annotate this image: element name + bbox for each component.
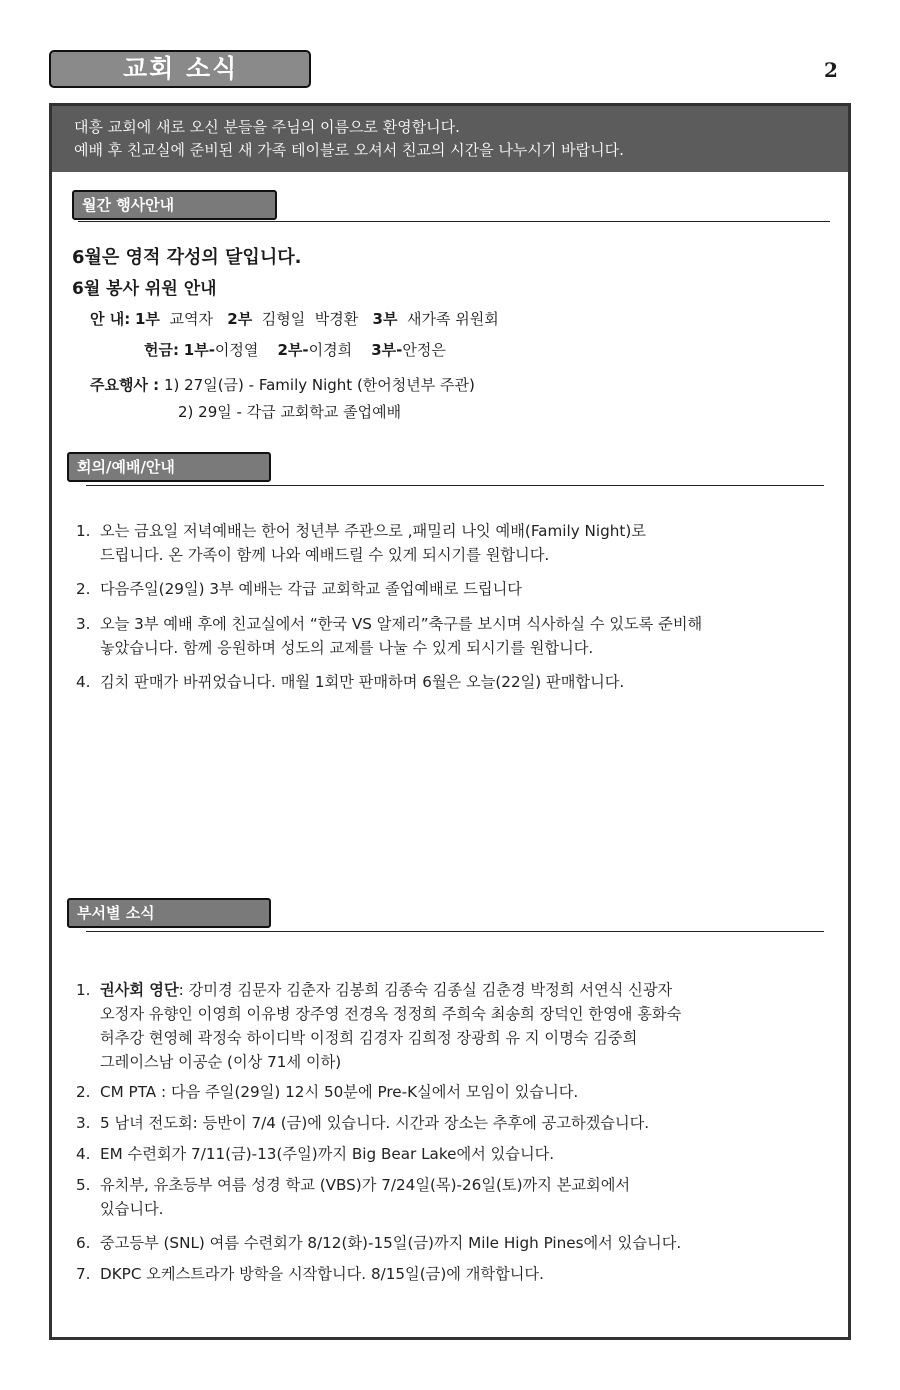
event-1: 1) 27일(금) - Family Night (한어청년부 주관): [163, 376, 475, 394]
section-divider: [86, 485, 824, 486]
guide-names-1: 교역자: [169, 310, 213, 328]
list-item: 2. CM PTA : 다음 주일(29일) 12시 50분에 Pre-K실에서 모임이 있습니다.: [76, 1083, 579, 1101]
section-divider: [86, 931, 824, 932]
list-item: 4. 김치 판매가 바뀌었습니다. 매월 1회만 판매하며 6월은 오늘(22일) 판매합니다.: [76, 673, 625, 691]
departments-list: [76, 978, 846, 1286]
section-tab-departments: 부서별 소식: [67, 898, 271, 928]
welcome-line-1: 대흥 교회에 새로 오신 분들을 주님의 이름으로 환영합니다.: [74, 118, 460, 136]
guide-part-2: 2부: [227, 310, 253, 328]
page-title: 교회 소식: [49, 50, 311, 88]
monthly-headline: 6월은 영적 각성의 달입니다.: [72, 247, 302, 268]
list-item: 3. 5 남녀 전도회: 등반이 7/4 (금)에 있습니다. 시간과 장소는 추후에 공고하겠습니다.: [76, 1114, 650, 1132]
offering-names-3: 안정은: [402, 341, 446, 359]
guide-label: 안 내:: [90, 310, 131, 328]
service-title: 6월 봉사 위원 안내: [72, 279, 217, 299]
list-item: 4. EM 수련회가 7/11(금)-13(주일)까지 Big Bear Lake에서 있습니다.: [76, 1145, 555, 1163]
offering-part-2: 2부-: [277, 341, 309, 359]
offering-names-1: 이정열: [214, 341, 259, 359]
guide-part-3: 3부: [372, 310, 398, 328]
list-item: 6. 중고등부 (SNL) 여름 수련회가 8/12(화)-15일(금)까지 Mile High Pines에서 있습니다.: [76, 1234, 682, 1252]
guide-row: [90, 308, 499, 329]
list-item: 1. 오는 금요일 저녁예배는 한어 청년부 주관으로 ,패밀리 나잇 예배(Family Night)로 드립니다. 온 가족이 함께 나와 예배드릴 수 있게 되시기를 원합니다.: [76, 522, 646, 564]
offering-label: 헌금:: [144, 341, 179, 359]
offering-row: [144, 339, 446, 360]
list-item: 1. 권사회 영단: 강미경 김문자 김춘자 김봉희 김종숙 김종실 김춘경 박정희 서연식 신광자 오정자 유향인 이영희 이유병 장주영 전경옥 정정희 주희숙 최송희 장덕인 한영애 홍화숙 허추강 현영혜 곽정숙 하이디박 이정희 김경자 김희정 장광희 유 지 이명숙 김중희 그레이스남 이공순 (이상 71세 이하): [76, 981, 682, 1071]
events-label: 주요행사 :: [90, 376, 160, 394]
guide-names-3: 새가족 위원회: [407, 310, 499, 328]
events-row: [90, 374, 475, 395]
section-tab-meetings: 회의/예배/안내: [67, 452, 271, 482]
kwonsa-label: 권사회 영단: [100, 981, 179, 999]
offering-names-2: 이경희: [308, 341, 353, 359]
section-tab-monthly: 월간 행사안내: [72, 190, 277, 220]
offering-part-1: 1부-: [183, 341, 215, 359]
list-item: 3. 오늘 3부 예배 후에 친교실에서 “한국 VS 알제리”축구를 보시며 식사하실 수 있도록 준비해 놓았습니다. 함께 응원하며 성도의 교제를 나눌 수 있게 되시기를 원합니다.: [76, 615, 703, 657]
offering-part-3: 3부-: [371, 341, 403, 359]
list-item: 7. DKPC 오케스트라가 방학을 시작합니다. 8/15일(금)에 개학합니다.: [76, 1265, 544, 1283]
guide-names-2: 김형일 박경환: [261, 310, 359, 328]
event-2: 2) 29일 - 각급 교회학교 졸업예배: [178, 403, 402, 421]
section-divider: [78, 221, 830, 222]
list-item: 2. 다음주일(29일) 3부 예배는 각급 교회학교 졸업예배로 드립니다: [76, 580, 522, 598]
meetings-list: [76, 519, 846, 694]
page-number: 2: [824, 58, 838, 82]
welcome-line-2: 예배 후 친교실에 준비된 새 가족 테이블로 오셔서 친교의 시간을 나누시기 바랍니다.: [74, 141, 624, 159]
guide-part-1: 1부: [134, 310, 160, 328]
welcome-banner: [52, 106, 848, 172]
list-item: 5. 유치부, 유초등부 여름 성경 학교 (VBS)가 7/24일(목)-26일(토)까지 본교회에서 있습니다.: [76, 1176, 631, 1218]
